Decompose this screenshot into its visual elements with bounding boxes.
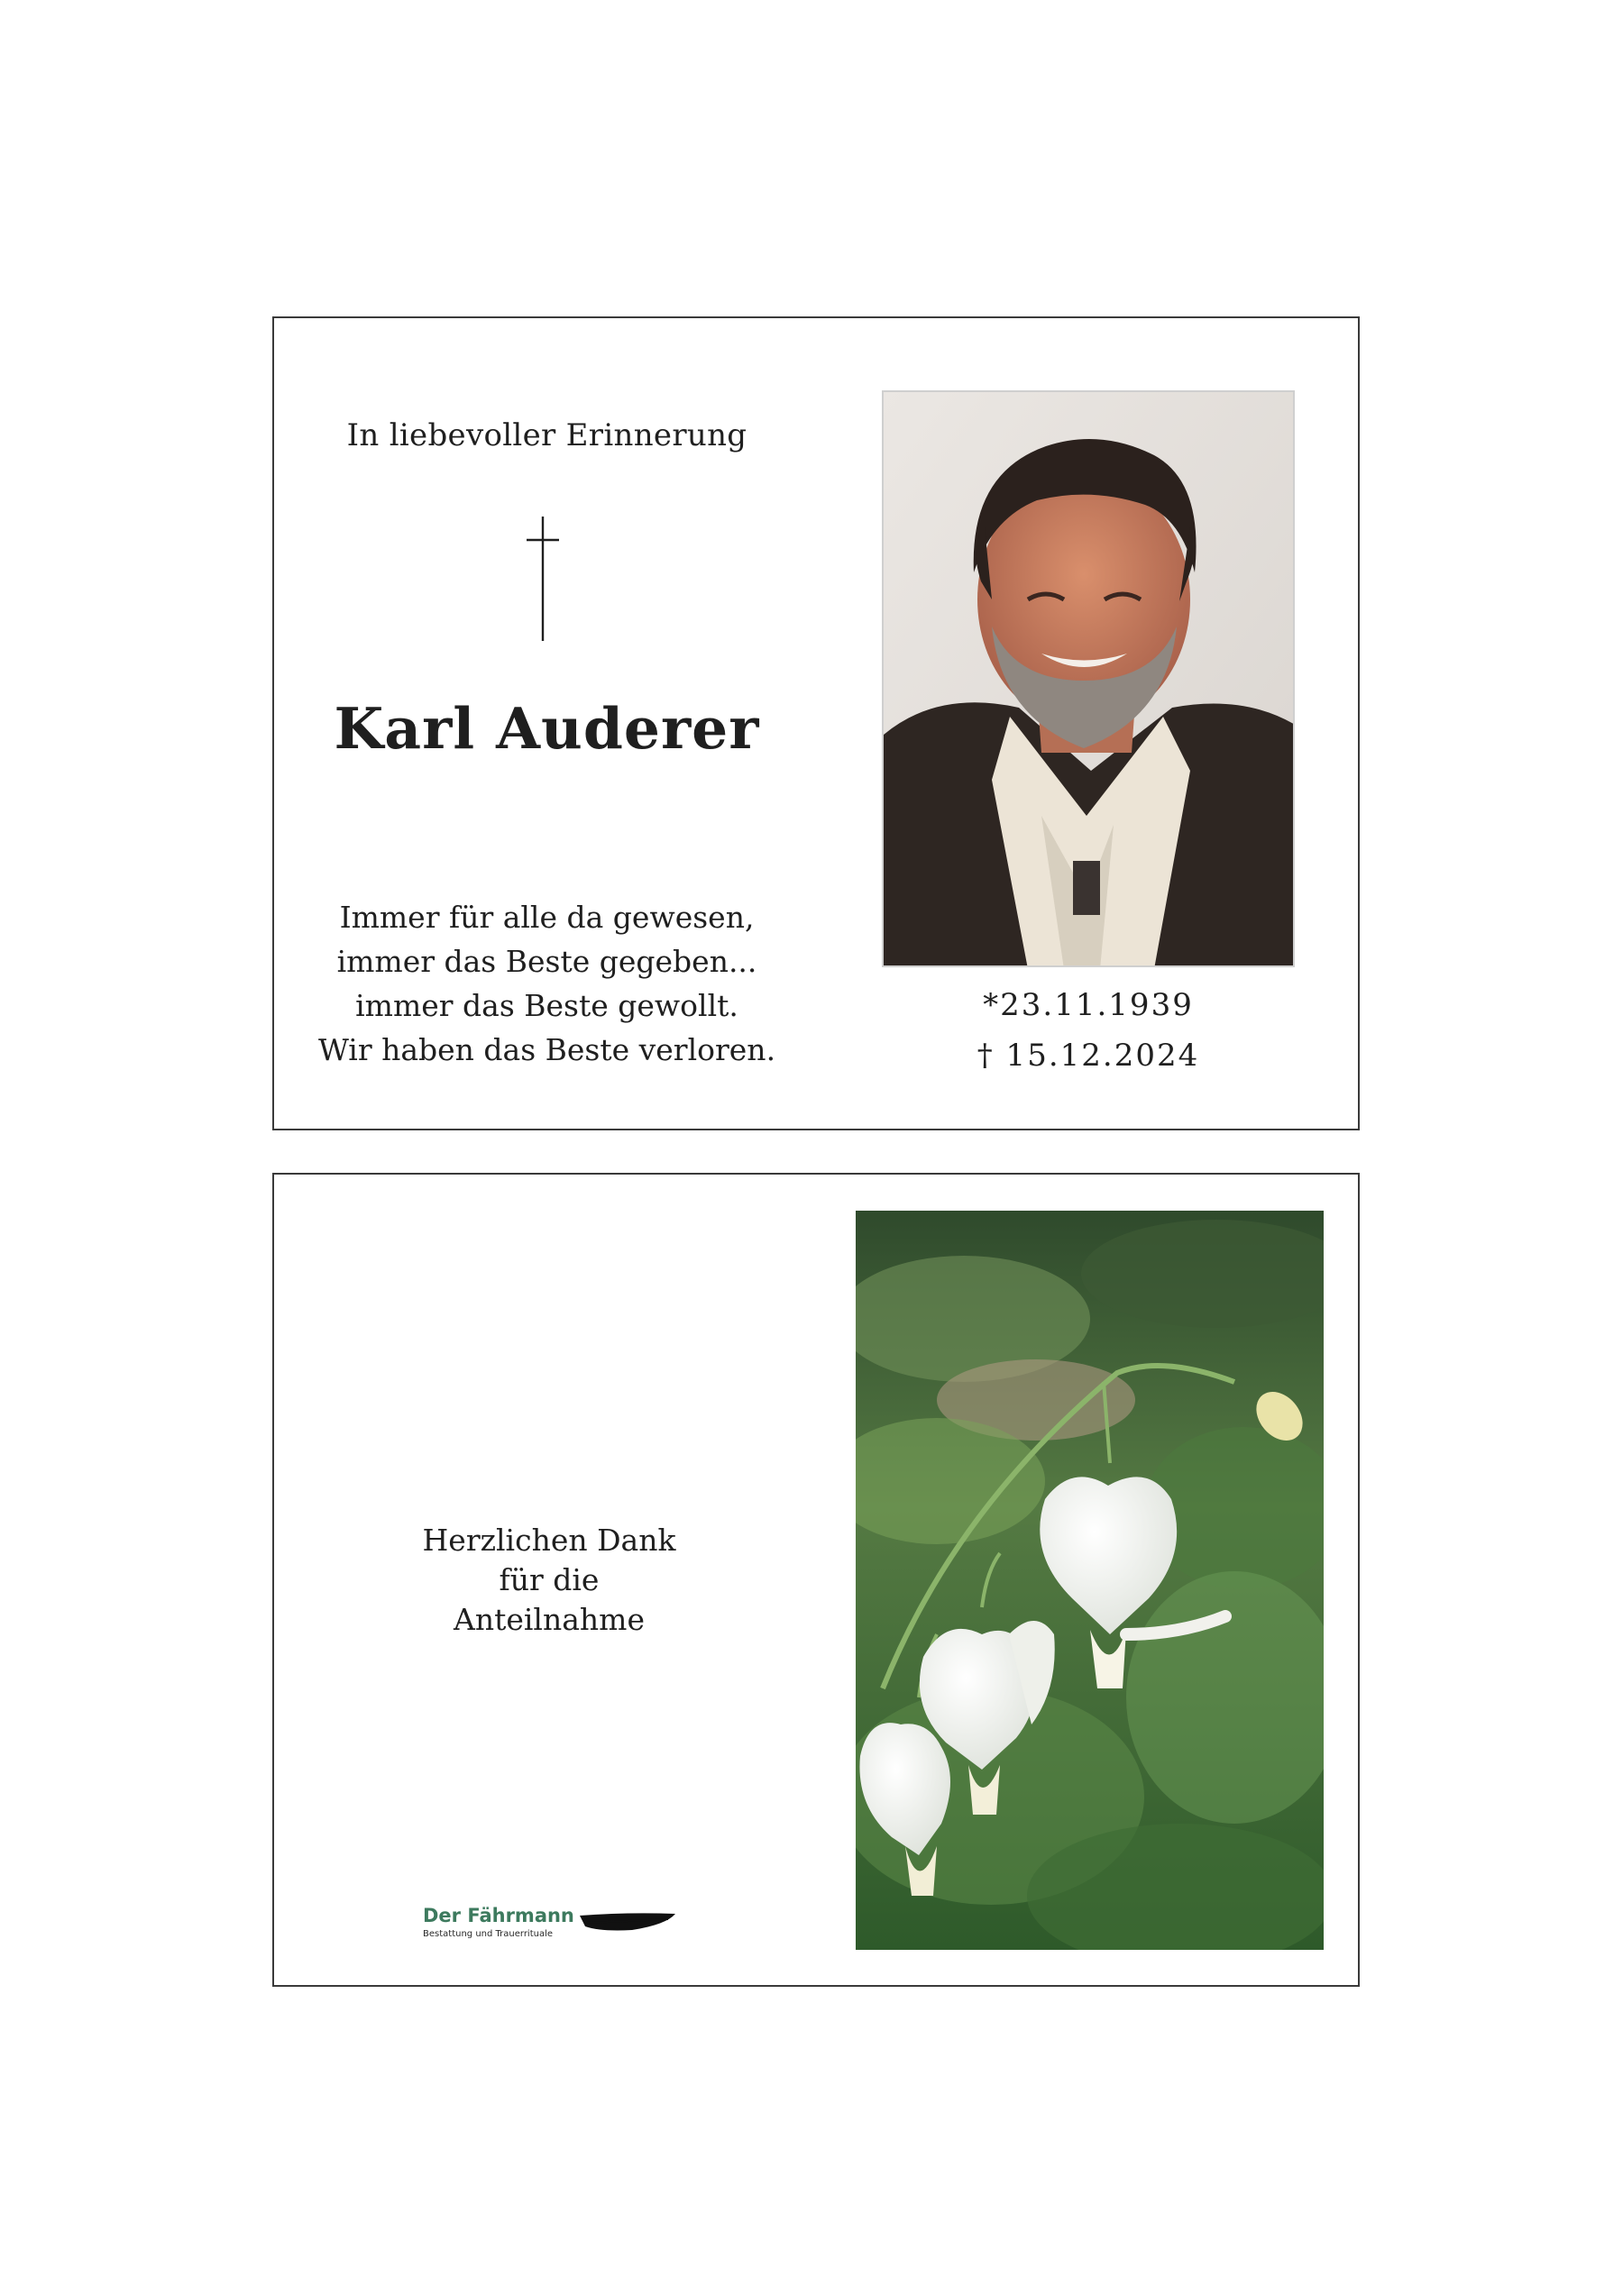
bleeding-heart-flower-photo	[856, 1211, 1324, 1950]
cross-icon	[525, 515, 561, 643]
verse-line: immer das Beste gegeben...	[336, 944, 757, 979]
logo-subtitle: Bestattung und Trauerrituale	[423, 1929, 554, 1939]
thanks-text	[328, 1521, 770, 1640]
thanks-line: Herzlichen Dank	[422, 1523, 676, 1558]
intro-text: In liebevoller Erinnerung	[346, 417, 747, 453]
deceased-name: Karl Auderer	[334, 695, 760, 762]
verse-line: Wir haben das Beste verloren.	[317, 1032, 776, 1067]
death-date: † 15.12.2024	[977, 1038, 1200, 1074]
verse-line: immer das Beste gewollt.	[355, 988, 738, 1023]
thanks-line: Anteilnahme	[454, 1602, 645, 1637]
boat-icon	[578, 1908, 677, 1935]
memorial-card-front	[272, 316, 1360, 1130]
thanks-line: für die	[499, 1562, 600, 1597]
verse-line: Immer für alle da gewesen,	[339, 900, 755, 935]
portrait-photo	[882, 390, 1295, 967]
logo-title: Der Fährmann	[423, 1905, 574, 1926]
memorial-card-back	[272, 1173, 1360, 1987]
life-dates	[882, 980, 1295, 1081]
birth-date: *23.11.1939	[983, 987, 1194, 1023]
funeral-home-logo	[423, 1905, 702, 1945]
memorial-verse	[292, 895, 802, 1072]
